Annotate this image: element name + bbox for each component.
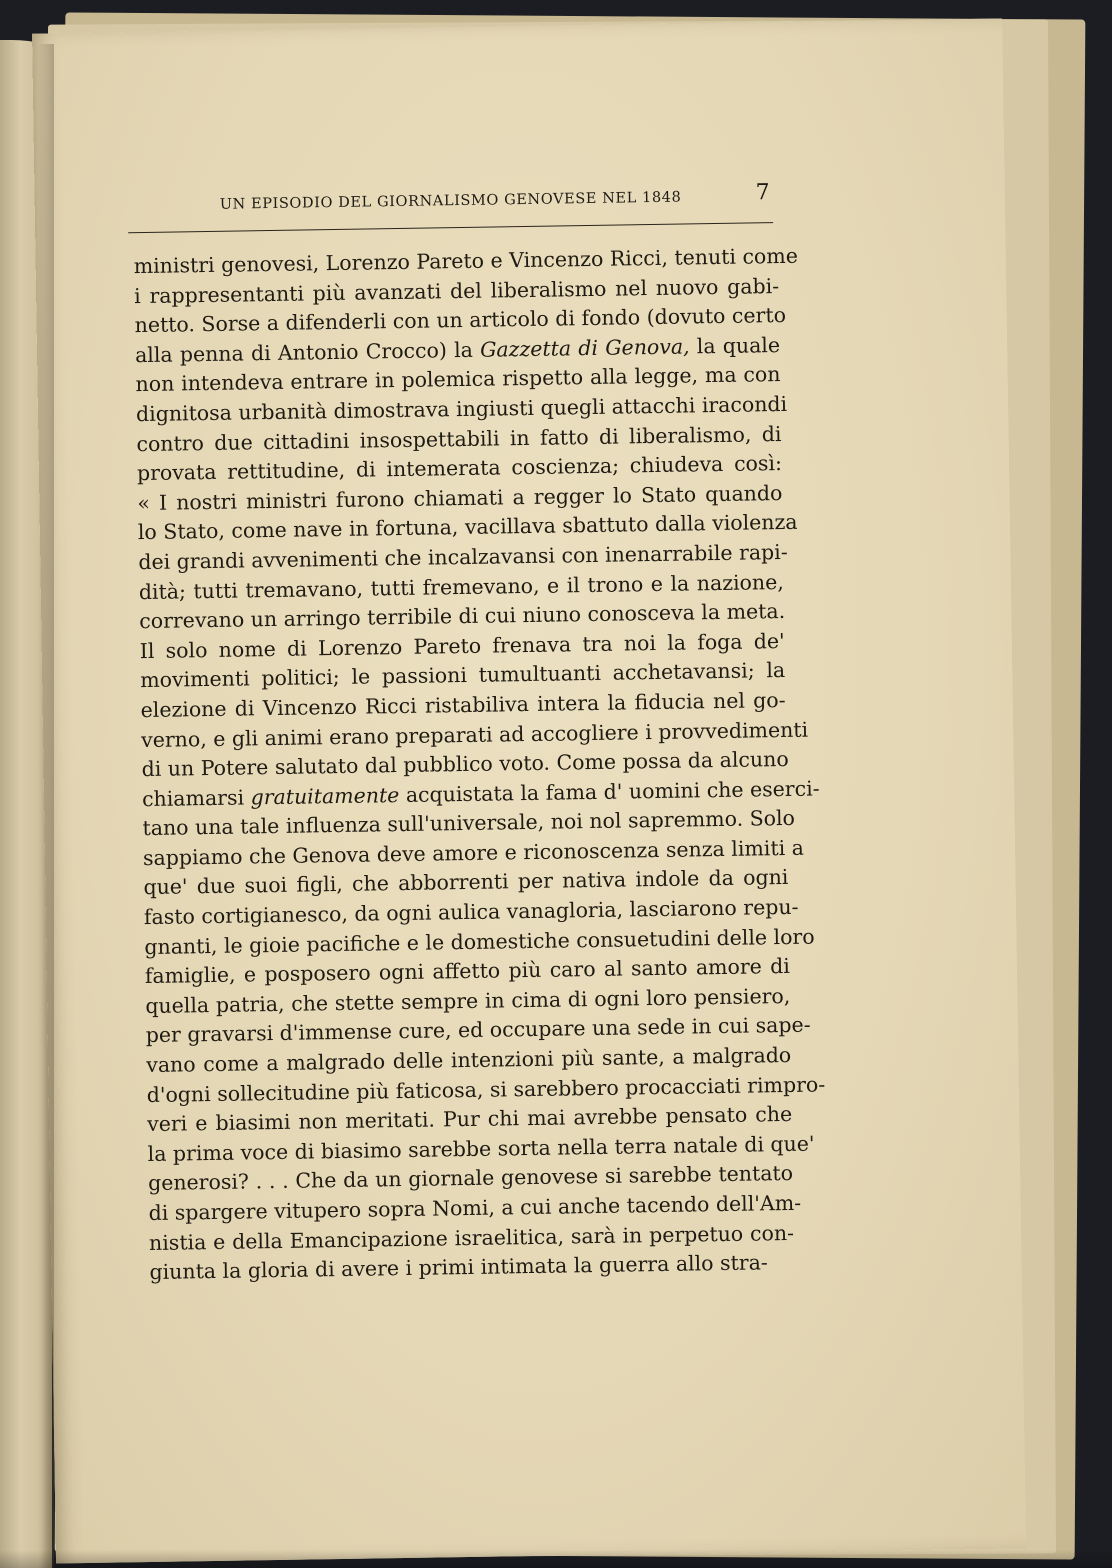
text-line: i rappresentanti più avanzati del liberalismo nel nuovo gabi-	[133, 273, 780, 308]
text-line: giunta la gloria di avere i primi intimata la guerra allo stra-	[149, 1250, 768, 1285]
text-fragment: alla penna di Antonio Crocco) la	[134, 337, 474, 367]
text-line: generosi? . . . Che da un giornale genovese si sarebbe tentato	[147, 1161, 794, 1196]
text-line: di un Potere salutato dal pubblico voto. Come possa da alcuno	[141, 747, 789, 782]
text-line: ministri genovesi, Lorenzo Pareto e Vincenzo Ricci, tenuti come	[133, 243, 799, 279]
text-line: Il solo nome di Lorenzo Pareto frenava tra noi la foga de'	[139, 628, 785, 663]
text-line: vano come a malgrado delle intenzioni più sante, a malgrado	[146, 1042, 792, 1078]
page-header	[220, 180, 770, 219]
gutter-shadow	[38, 44, 54, 1568]
header-rule	[128, 222, 773, 233]
text-fragment: chiamarsi	[141, 785, 245, 811]
page-number: 7	[755, 180, 770, 206]
text-line: veri e biasimi non meritati. Pur chi mai avrebbe pensato che	[146, 1102, 793, 1137]
text-line: non intendeva entrare in polemica rispetto alla legge, ma con	[135, 362, 781, 397]
text-line: quella patria, che stette sempre in cima di ogni loro pensiero,	[145, 983, 791, 1018]
text-fragment: la quale	[689, 332, 781, 359]
text-line: nistia e della Emancipazione israelitica, sarà in perpetuo con-	[148, 1220, 795, 1255]
text-line: que' due suoi figli, che abborrenti per nativa indole da ogni	[143, 865, 789, 900]
text-line: fasto cortigianesco, da ogni aulica vanagloria, lasciarono repu-	[143, 894, 799, 930]
text-line: di spargere vitupero sopra Nomi, a cui anche tacendo dell'Am-	[148, 1190, 802, 1226]
text-line: « I nostri ministri furono chiamati a regger lo Stato quando	[137, 480, 783, 515]
text-line: dità; tutti tremavano, tutti fremevano, e il trono e la nazione,	[138, 569, 784, 604]
text-line: contro due cittadini insospettabili in fatto di liberalismo, di	[136, 421, 782, 456]
body-text	[133, 242, 826, 1288]
text-line: dei grandi avvenimenti che incalzavansi con inenarrabile rapi-	[138, 539, 788, 575]
text-fragment: acquistata la fama d' uomini che eserci-	[399, 776, 820, 807]
book-page	[32, 18, 1026, 1563]
text-line: per gravarsi d'immense cure, ed occupare una sede in cui sape-	[145, 1013, 811, 1048]
text-line: sappiamo che Genova deve amore e riconoscenza senza limiti a	[142, 835, 805, 870]
bottom-shadow	[0, 1550, 1112, 1568]
text-line: famiglie, e posposero ogni affetto più caro al santo amore di	[144, 954, 790, 989]
text-line: elezione di Vincenzo Ricci ristabiliva intera la fiducia nel go-	[140, 687, 786, 722]
text-line: dignitosa urbanità dimostrava ingiusti quegli attacchi iracondi	[135, 391, 788, 427]
text-line: correvano un arringo terribile di cui niuno conosceva la meta.	[139, 599, 786, 634]
italic-title-gazzetta: Gazzetta di Genova,	[479, 334, 690, 362]
running-head: UN EPISODIO DEL GIORNALISMO GENOVESE NEL 1848	[219, 189, 682, 213]
italic-word-gratuitamente: gratuitamente	[250, 782, 400, 810]
text-line: movimenti politici; le passioni tumultuanti acchetavansi; la	[140, 658, 786, 693]
text-line: gnanti, le gioie pacifiche e le domestiche consuetudini delle loro	[144, 924, 815, 959]
text-line: d'ogni sollecitudine più faticosa, si sarebbero procacciati rimpro-	[146, 1072, 826, 1107]
text-line: la prima voce di biasimo sarebbe sorta nella terra natale di que'	[147, 1131, 815, 1166]
text-line: netto. Sorse a difenderli con un articolo di fondo (dovuto certo	[134, 303, 787, 338]
text-line: lo Stato, come nave in fortuna, vacillava sbattuto dalla violenza	[137, 510, 798, 545]
text-line: verno, e gli animi erano preparati ad accogliere i provvedimenti	[140, 717, 809, 752]
text-line: provata rettitudine, di intemerata coscienza; chiudeva così:	[136, 451, 783, 486]
text-line: tano una tale influenza sull'universale, noi nol sapremmo. Solo	[142, 806, 796, 841]
